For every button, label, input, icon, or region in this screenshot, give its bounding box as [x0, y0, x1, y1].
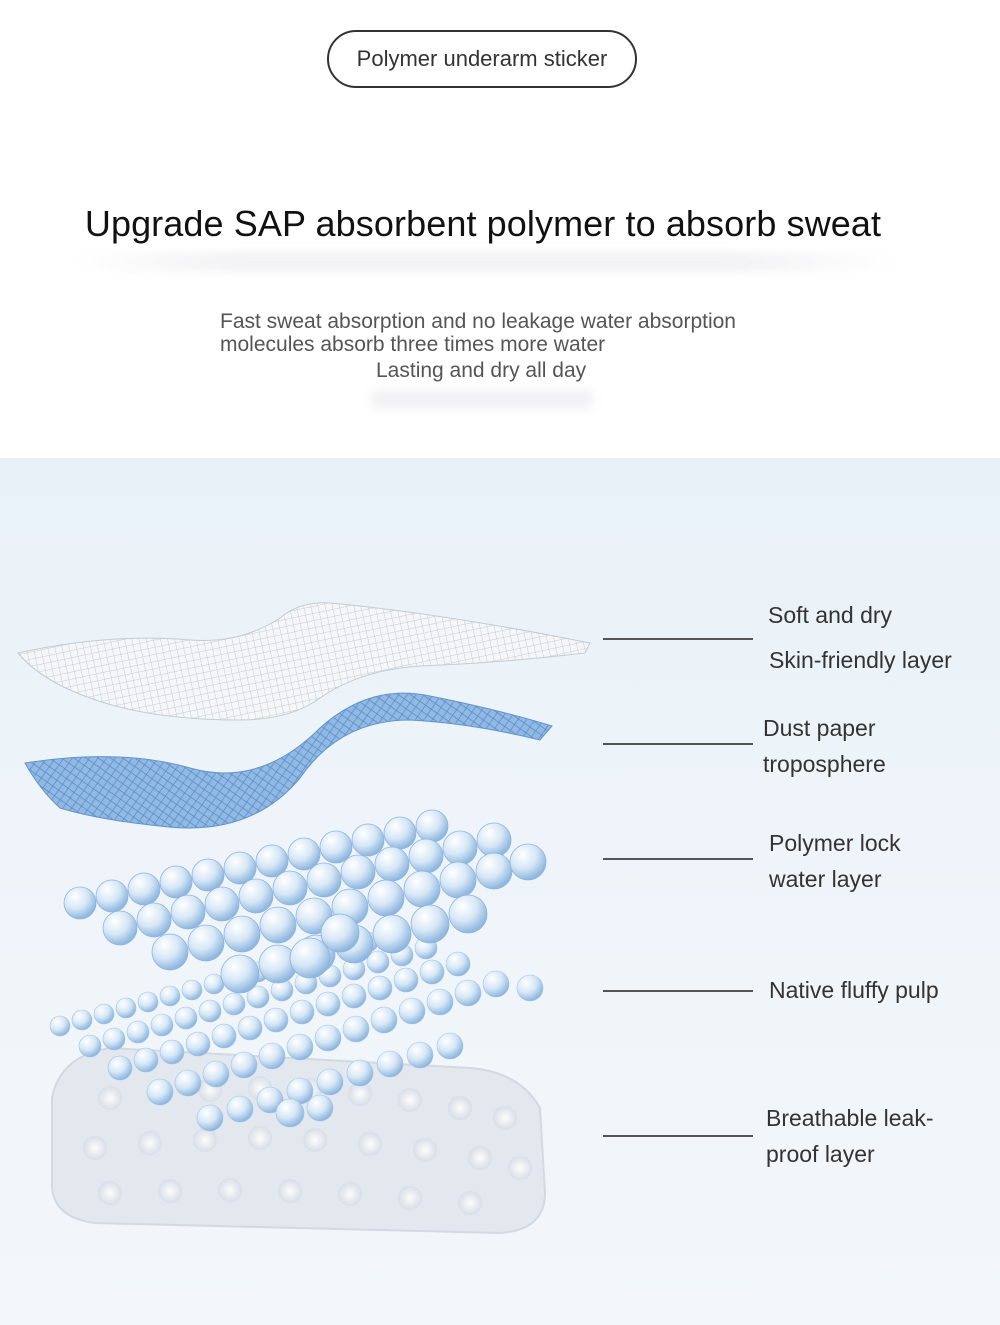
layer-label-1-line-2: Skin-friendly layer [769, 647, 952, 673]
product-badge [327, 30, 637, 88]
subtitle-line-3: Lasting and dry all day [376, 359, 587, 382]
layer-label-1-line-1: Soft and dry [768, 602, 893, 628]
layer-label-3-line-2: water layer [769, 866, 882, 892]
leader-line-4 [603, 990, 753, 992]
headline-reflection [70, 252, 900, 272]
leader-line-1 [603, 638, 753, 640]
headline: Upgrade SAP absorbent polymer to absorb sweat [84, 203, 882, 244]
subtitle-line-1: Fast sweat absorption and no leakage water absorption [220, 310, 736, 333]
layer-label-3-line-1: Polymer lock [769, 830, 901, 856]
subtitle-reflection [372, 390, 592, 408]
leader-line-2 [603, 743, 753, 745]
leader-line-3 [603, 858, 753, 860]
layer-label-4-line-1: Native fluffy pulp [769, 977, 939, 1003]
polymer-layer-shape [64, 810, 546, 993]
layer-label-2-line-2: troposphere [763, 751, 886, 777]
subtitle-line-2: molecules absorb three times more water [220, 333, 606, 356]
layer-label-5-line-2: proof layer [766, 1141, 875, 1167]
leader-line-5 [603, 1135, 753, 1137]
product-badge-label: Polymer underarm sticker [356, 46, 608, 71]
layer-stack-icon [0, 458, 600, 1325]
skin-layer-shape [18, 603, 590, 720]
layer-label-5-line-1: Breathable leak- [766, 1105, 934, 1131]
layer-label-2-line-1: Dust paper [763, 715, 876, 741]
